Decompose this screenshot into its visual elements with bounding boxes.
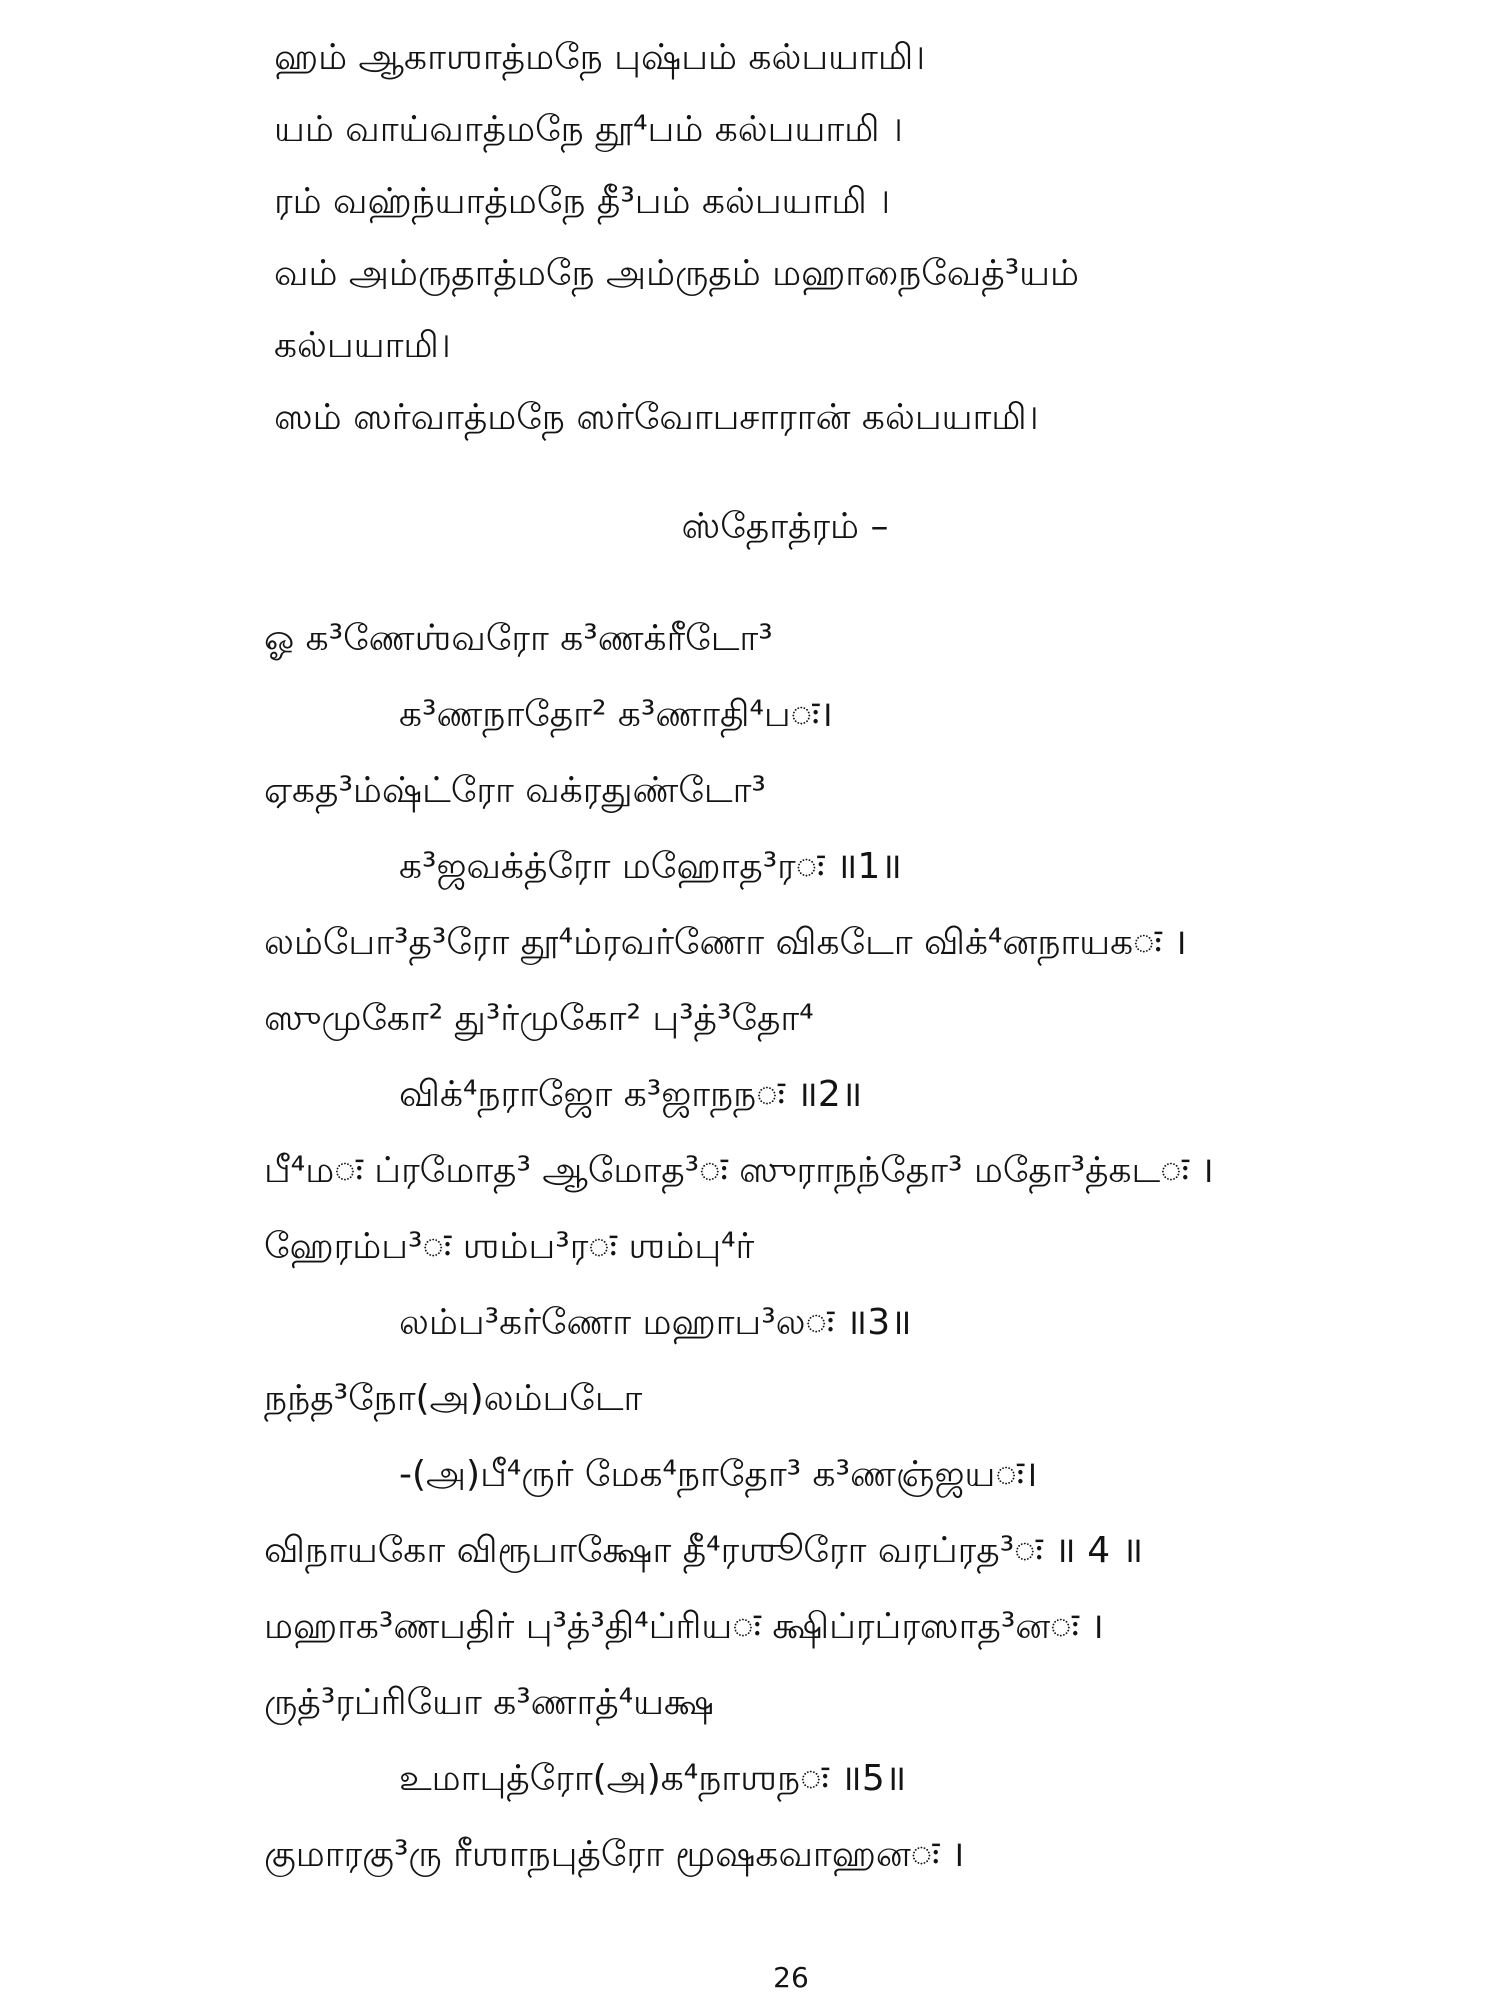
verse-line: லம்போ³த³ரோ தூ⁴ம்ரவர்ணோ விகடோ விக்⁴னநாயகः । xyxy=(264,922,1187,963)
mantra-block xyxy=(274,22,1079,454)
page-number: 26 xyxy=(773,1961,809,1994)
verse-line: ஹேரம்ப³ः ஶம்ப³ரः ஶம்பு⁴ர் xyxy=(264,1226,755,1267)
verse-line: பீ⁴மः ப்ரமோத³ ஆமோத³ः ஸுராநந்தோ³ மதோ³த்கடः । xyxy=(264,1150,1214,1191)
verse-line: மஹாக³ணபதிர் பு³த்³தி⁴ப்ரியः க்ஷிப்ரப்ரஸாத³னः । xyxy=(264,1606,1104,1647)
mantra-line: ஹம் ஆகாஶாத்மநே புஷ்பம் கல்பயாமி। xyxy=(274,37,926,78)
verse-line: குமாரகு³ரு ரீஶாநபுத்ரோ மூஷகவாஹனः । xyxy=(264,1834,965,1875)
verse-line-continuation: -(அ)பீ⁴ருர் மேக⁴நாதோ³ க³ணஞ்ஜயः। xyxy=(399,1454,1038,1495)
mantra-line: வம் அம்ருதாத்மநே அம்ருதம் மஹாநைவேத்³யம் xyxy=(274,253,1079,294)
verse-line-continuation: லம்ப³கர்ணோ மஹாப³லः ॥3॥ xyxy=(399,1302,912,1343)
verse-line-continuation: உமாபுத்ரோ(அ)க⁴நாஶநः ॥5॥ xyxy=(399,1758,907,1799)
verse-line-continuation: க³ணநாதோ² க³ணாதி⁴பः। xyxy=(399,694,833,735)
verse-line: ஏகத³ம்ஷ்ட்ரோ வக்ரதுண்டோ³ xyxy=(264,770,766,811)
verse-line: ருத்³ரப்ரியோ க³ணாத்⁴யக்ஷ xyxy=(264,1682,715,1723)
verse-line-continuation: க³ஜவக்த்ரோ மஹோத³ரः ॥1॥ xyxy=(399,846,902,887)
verse-line: ஓ க³ணேஶ்வரோ க³ணக்ரீடோ³ xyxy=(264,618,773,659)
section-heading: ஸ்தோத்ரம் – xyxy=(681,506,889,547)
stotram-verses xyxy=(264,601,1214,1893)
verse-line: நந்த³நோ(அ)லம்படோ xyxy=(264,1378,643,1419)
mantra-line: ஸம் ஸர்வாத்மநே ஸர்வோபசாரான் கல்பயாமி। xyxy=(274,397,1039,438)
verse-line-continuation: விக்⁴நராஜோ க³ஜாநநः ॥2॥ xyxy=(399,1074,863,1115)
mantra-line: ரம் வஹ்ந்யாத்மநே தீ³பம் கல்பயாமி । xyxy=(274,181,891,222)
verse-line: விநாயகோ விரூபாக்ஷோ தீ⁴ரஶூரோ வரப்ரத³ः ॥ 4 ॥ xyxy=(264,1530,1144,1571)
mantra-line: கல்பயாமி। xyxy=(274,325,451,366)
verse-line: ஸுமுகோ² து³ர்முகோ² பு³த்³தோ⁴ xyxy=(264,998,814,1039)
mantra-line: யம் வாய்வாத்மநே தூ⁴பம் கல்பயாமி । xyxy=(274,109,903,150)
